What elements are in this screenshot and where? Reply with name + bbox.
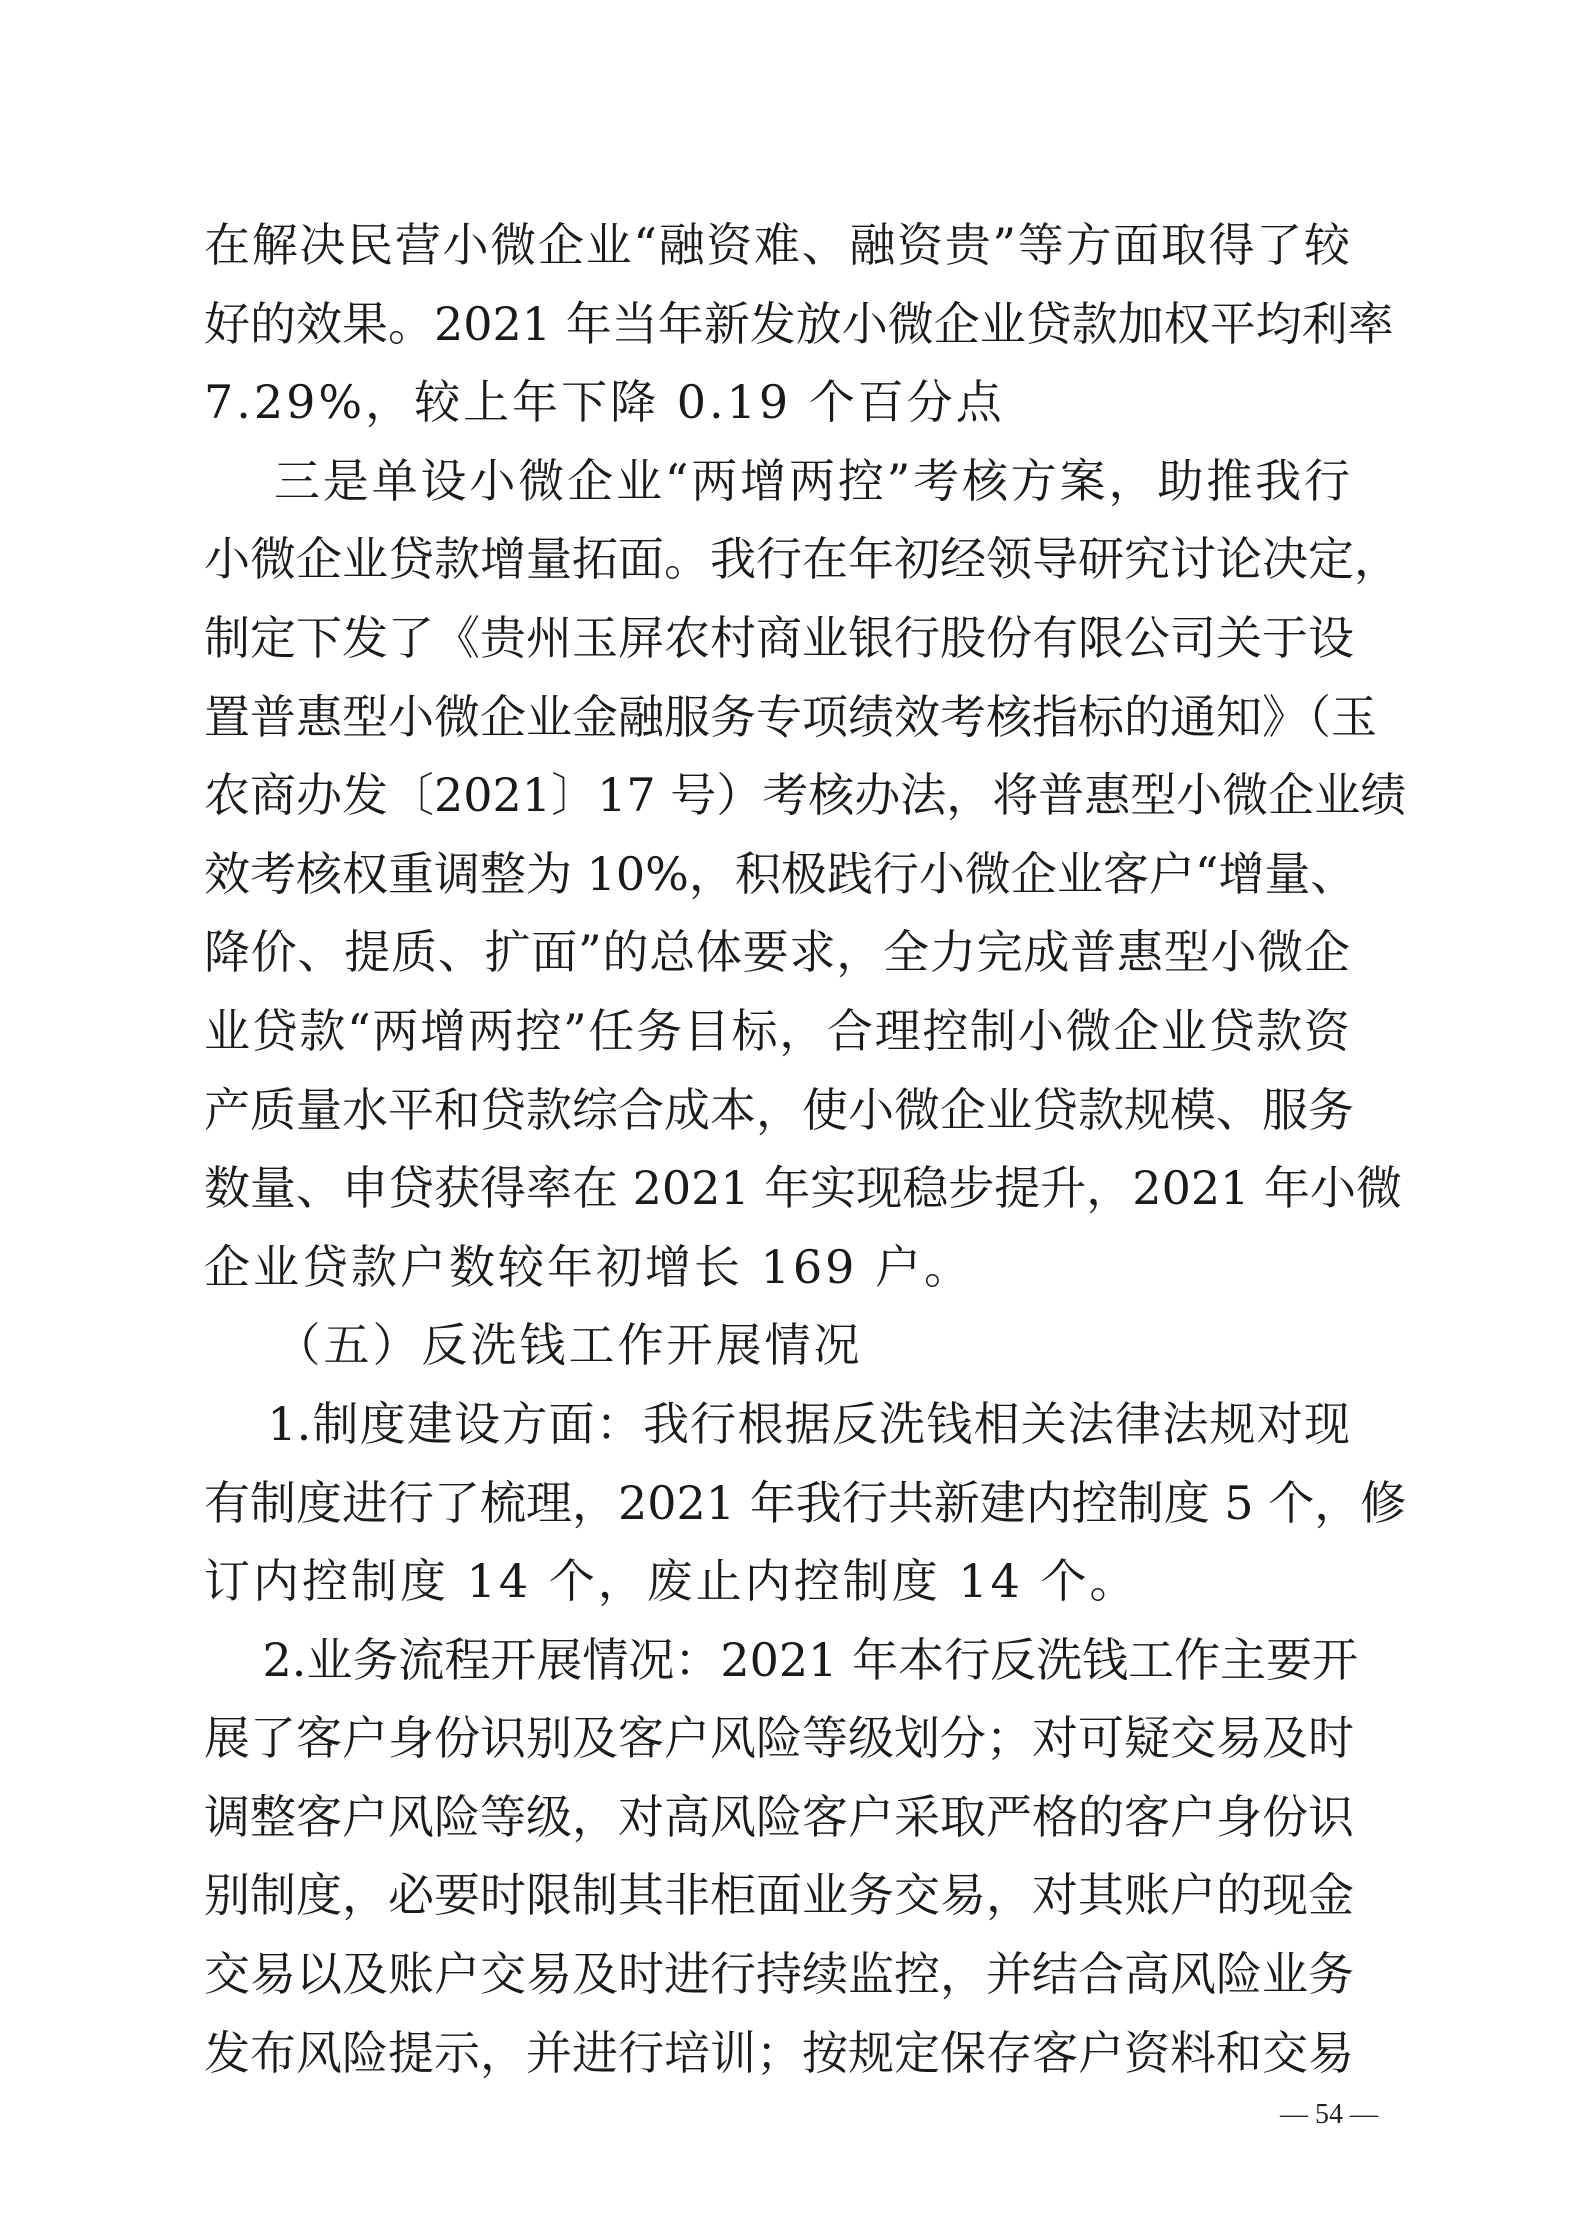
body-text (204, 206, 1407, 2092)
text-line: 制定下发了《贵州玉屏农村商业银行股份有限公司关于设 (204, 610, 1354, 665)
text-line: 2.业务流程开展情况：2021 年本行反洗钱工作主要开 (204, 1632, 1359, 1687)
text-line: 在解决民营小微企业“融资难、融资贵”等方面取得了较 (204, 218, 1350, 272)
text-line: 展了客户身份识别及客户风险等级划分；对可疑交易及时 (204, 1711, 1354, 1766)
text-line: 企业贷款户数较年初增长 169 户。 (204, 1239, 974, 1294)
text-line: 效考核权重调整为 10%，积极践行小微企业客户“增量、 (204, 846, 1357, 901)
text-line: 置普惠型小微企业金融服务专项绩效考核指标的通知》（玉 (204, 689, 1377, 744)
text-line: 发布风险提示，并进行培训；按规定保存客户资料和交易 (204, 2025, 1354, 2080)
section-heading: （五）反洗钱工作开展情况 (204, 1318, 863, 1373)
text-line: 订内控制度 14 个，废止内控制度 14 个。 (204, 1554, 1139, 1609)
text-line: 好的效果。2021 年当年新发放小微企业贷款加权平均利率 (204, 296, 1394, 351)
text-line: 数量、申贷获得率在 2021 年实现稳步提升，2021 年小微 (204, 1161, 1402, 1216)
text-line: 产质量水平和贷款综合成本，使小微企业贷款规模、服务 (204, 1082, 1354, 1137)
text-line: 1.制度建设方面：我行根据反洗钱相关法律法规对现 (204, 1396, 1350, 1451)
text-line: 有制度进行了梳理，2021 年我行共新建内控制度 5 个，修 (204, 1475, 1407, 1530)
text-line: 调整客户风险等级，对高风险客户采取严格的客户身份识 (204, 1789, 1354, 1844)
text-line: 7.29%，较上年下降 0.19 个百分点 (204, 375, 1005, 430)
text-line: 小微企业贷款增量拓面。我行在年初经领导研究讨论决定， (204, 532, 1400, 587)
page-number: — 54 — (1280, 2099, 1378, 2130)
text-line: 降价、提质、扩面”的总体要求，全力完成普惠型小微企 (204, 925, 1350, 980)
text-line: 交易以及账户交易及时进行持续监控，并结合高风险业务 (204, 1947, 1354, 2002)
text-line: 业贷款“两增两控”任务目标，合理控制小微企业贷款资 (204, 1003, 1350, 1058)
text-line: 农商办发〔2021〕17 号）考核办法，将普惠型小微企业绩 (204, 768, 1407, 823)
text-line: 别制度，必要时限制其非柜面业务交易，对其账户的现金 (204, 1868, 1354, 1923)
text-line: 三是单设小微企业“两增两控”考核方案，助推我行 (204, 453, 1350, 508)
